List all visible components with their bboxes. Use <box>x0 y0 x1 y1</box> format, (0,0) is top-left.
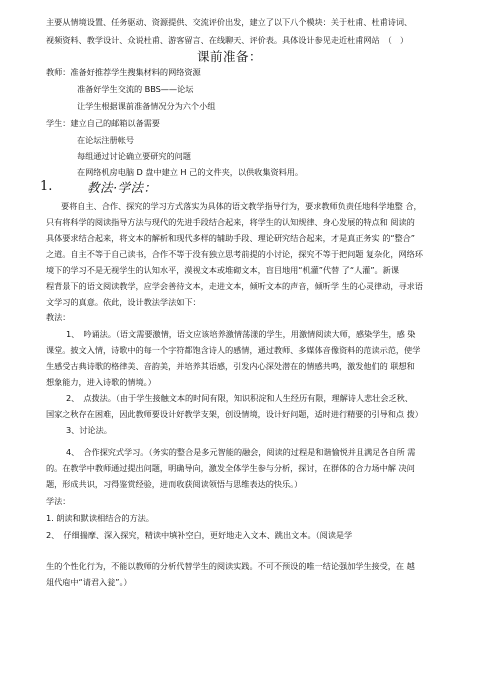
closing-line: 生的个性化行为，不能以教师的分析代替学生的阅读实践。不可不预设的唯一结论强加学生接受，在 越 <box>46 561 415 571</box>
method-line: 想象能力，进入诗歌的情境。） <box>46 377 156 387</box>
teacher-item: 让学生根据课前准备情况分为六个小组 <box>77 101 216 111</box>
paragraph-line: 要将自主、合作、探究的学习方式落实为具体的语文教学指导行为，要求教师负责任地科学地整 合， <box>61 201 422 211</box>
learn-line: 1. 朗读和默读相结合的方法。 <box>46 513 154 523</box>
method-line: 4、 合作探究式学习。（务实的整合是多元智能的融会，阅读的过程是和谐愉悦并且满足各自所 需 <box>66 447 416 457</box>
section-heading: 教法·学法： <box>87 180 157 195</box>
method-line: 题，形成共识，习得鉴赏经验，进而收获阅读领悟与思维表达的快乐。） <box>46 479 303 489</box>
student-item: 每组通过讨论确立要研究的问题 <box>77 151 191 161</box>
student-line: 学生：建立自己的邮箱以备需要 <box>46 118 160 128</box>
intro-line: 视频资料、教学设计、众说杜甫、游客留言、在线聊天、评价表。具体设计参见走近杜甫网站 （ ） <box>46 35 409 45</box>
methods-label: 教法： <box>46 312 71 322</box>
closing-line: 俎代庖中“请君入瓮”。） <box>46 577 132 587</box>
method-line: 2、 点拨法。（由于学生接触文本的时间有限，知识积淀和人生经历有限，理解诗人悲壮会乏秋、 <box>66 393 413 403</box>
method-line: 1、 吟诵法。（语文需要激情，语文应该培养激情荡漾的学生，用激情阅读大师，感染学生，感 染 <box>66 329 416 339</box>
paragraph-line: 具体要求结合起来，将文本的解析和现代多样的辅助手段、理论研究结合起来，才是真正务实 的“整合” <box>46 233 415 243</box>
intro-line: 主要从情境设置、任务驱动、资源提供、交流评价出发，建立了以下八个模块：关于杜甫、杜甫诗词、 <box>46 17 413 27</box>
paragraph-line: 境下的学习不是无视学生的认知水平，漠视文本或堆砌文本，盲目地用“机灌”代替 了“人灌”。新课 <box>46 265 399 275</box>
learn-label: 学法： <box>46 496 71 506</box>
paragraph-line: 文学习的真意。依此，设计教法学法如下： <box>46 297 201 307</box>
student-item: 在网络机房电脑 D 盘中建立 H 己的文件夹，以供收集资料用。 <box>77 167 304 177</box>
teacher-item: 准备好学生交流的 BBS——论坛 <box>77 84 194 94</box>
paragraph-line: 之道。自主不等于自己读书，合作不等于没有独立思考前提的小讨论，探究不等于把问题 复杂化，网络环 <box>46 249 423 259</box>
method-line: 的。在教学中教师通过提出问题，明确导向，激发全体学生参与分析，探讨，在群体的合力场中解 决问 <box>46 463 415 473</box>
method-line: 生感受古典诗歌的格律美、音韵美，并培养其语感，引发内心深处潜在的情感共鸣，激发他们的 联想和 <box>46 361 415 371</box>
method-line: 课堂。披文入情，诗歌中的每一个字符都饱含诗人的感情，通过教师、多媒体音像资料的范读示范，使学 <box>46 345 421 355</box>
teacher-line: 教师：准备好推荐学生搜集材料的网络资源 <box>46 67 201 77</box>
method-line: 国家之秋存在困难，因此教师要设计好教学支架，创设情境，设计好问题，适时进行精要的引导和点 拨） <box>46 409 423 419</box>
section-number: 1. <box>40 179 53 194</box>
paragraph-line: 程背景下的语文阅读教学，应学会善待文本，走进文本，倾听文本的声音，倾听学 生的心灵律动，寻求语 <box>46 281 423 291</box>
student-item: 在论坛注册帐号 <box>77 135 134 145</box>
learn-line: 2、 仔细揣摩、深入探究，精读中填补空白，更好地走入文本、跳出文本。（阅读是学 <box>46 530 353 540</box>
paragraph-line: 只有将科学的阅读指导方法与现代的先进手段结合起来，将学生的认知规律、身心发展的特点和 阅读的 <box>46 217 415 227</box>
prep-heading: 课前准备： <box>197 49 263 64</box>
method-line: 3、讨论法。 <box>66 425 112 435</box>
